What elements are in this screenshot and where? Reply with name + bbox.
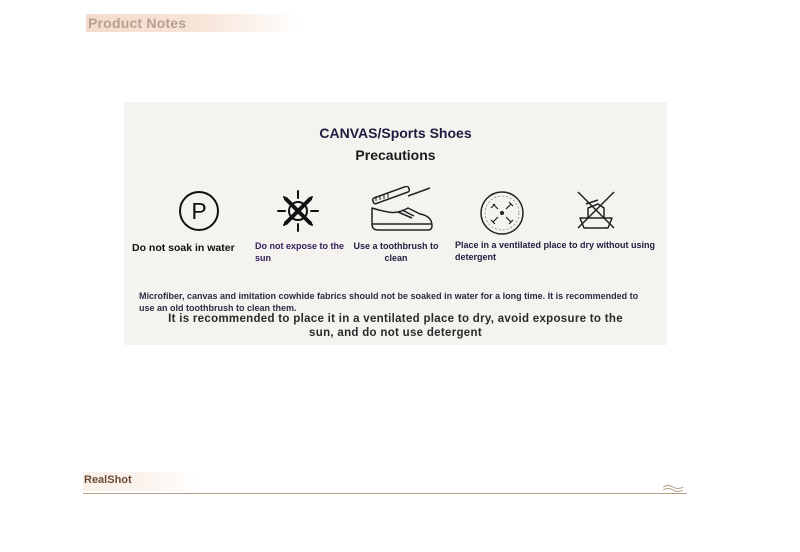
no-detergent-icon	[574, 188, 618, 232]
label-no-sun: Do not expose to the sun	[255, 241, 345, 263]
no-sun-icon	[275, 188, 321, 234]
no-soak-icon	[178, 190, 220, 232]
card-subtitle: Precautions	[355, 147, 436, 163]
label-ventilated-dry: Place in a ventilated place to dry without using detergent	[455, 240, 656, 262]
header-title: Product Notes	[88, 15, 187, 31]
card-title: CANVAS/Sports Shoes	[319, 125, 472, 141]
realshot-header	[83, 472, 198, 491]
care-summary: It is recommended to place it in a ventilated place to dry, avoid exposure to the sun, and do not use detergent	[168, 313, 623, 339]
label-no-soak: Do not soak in water	[132, 242, 235, 254]
label-toothbrush: Use a toothbrush to clean	[353, 241, 439, 263]
precautions-card	[124, 102, 667, 345]
ventilated-dry-icon	[479, 190, 525, 236]
footer-divider	[83, 493, 687, 494]
wave-decoration-icon	[662, 483, 684, 493]
toothbrush-icon	[368, 186, 434, 234]
care-note: Microfiber, canvas and imitation cowhide fabrics should not be soaked in water for a long time. It is recommended to use an old toothbrush to clean them.	[139, 291, 639, 313]
footer-title: RealShot	[84, 474, 132, 486]
svg-text:P: P	[191, 198, 207, 224]
product-notes-header	[86, 14, 301, 32]
